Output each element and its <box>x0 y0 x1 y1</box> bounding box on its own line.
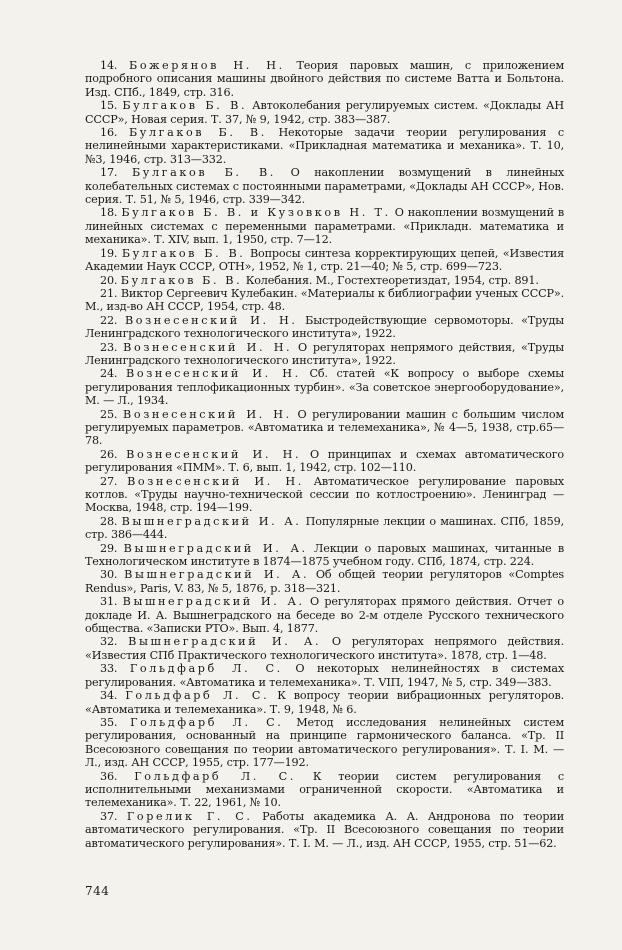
reference-text: Автоматическое регулирование паровых котлов. «Труды научно-технической сессии по котлостроению». Ленинград — Москва, 1948, стр. 194—199. <box>85 474 564 515</box>
reference-text: Сб. статей «К вопросу о выборе схемы регулирования теплофикационных турбин». «За советское энергооборудование», М. — Л., 1934. <box>85 367 565 408</box>
reference-number: 27. <box>100 474 118 488</box>
reference-number: 25. <box>100 407 118 421</box>
reference-20 <box>85 274 564 287</box>
reference-14 <box>85 59 564 99</box>
reference-author: Гольдфарб Л. С. <box>125 689 270 703</box>
reference-16 <box>85 126 564 166</box>
reference-text: О регуляторах прямого действия. Отчет о докладе И. А. Вышнеградского на беседе во 2-м отделе Русского технического общества. «Записки РТО». Вып. 4, 1877. <box>85 595 564 636</box>
reference-number: 35. <box>100 715 118 729</box>
reference-text: Работы академика А. А. Андронова по теории автоматического регулирования. «Тр. II Всесоюзного совещания по теории автоматического регулирования». Т. I. М. — Л., изд. АН СССР, 1955, стр. 51—62. <box>85 809 564 850</box>
reference-number: 17. <box>100 166 118 180</box>
reference-author: Горелик Г. С. <box>126 809 253 823</box>
reference-number: 21. <box>100 286 118 300</box>
reference-number: 29. <box>100 541 118 555</box>
reference-list <box>85 59 564 850</box>
reference-35 <box>85 716 564 770</box>
reference-27 <box>85 475 564 515</box>
reference-number: 20. <box>100 273 118 287</box>
reference-number: 15. <box>100 99 118 113</box>
reference-number: 32. <box>100 635 118 649</box>
reference-32 <box>85 635 564 662</box>
reference-text: О некоторых нелинейностях в системах регулирования. «Автоматика и телемеханика». Т. VIП, 1947, № 5, стр. 349—383. <box>85 662 564 689</box>
reference-number: 37. <box>100 809 118 823</box>
reference-text: Популярные лекции о машинах. СПб, 1859, стр. 386—444. <box>85 514 564 542</box>
reference-24 <box>85 367 564 407</box>
reference-number: 22. <box>100 313 118 327</box>
reference-number: 19. <box>100 246 118 260</box>
reference-author: Вознесенский И. Н. <box>127 474 304 488</box>
reference-text: Некоторые задачи теории регулирования с нелинейными характеристиками. «Прикладная математика и механика». Т. 10, №3, 1946, стр. 313—332. <box>85 126 564 166</box>
page-number: 744 <box>85 884 110 898</box>
reference-15 <box>85 99 564 126</box>
reference-number: 34. <box>100 689 118 703</box>
reference-author: Булгаков Б. В. <box>131 166 276 180</box>
reference-19 <box>85 247 564 274</box>
reference-author: Вознесенский И. Н. <box>126 447 302 461</box>
reference-author: Булгаков Б. В. <box>121 246 246 260</box>
reference-17 <box>85 166 564 206</box>
reference-author: Вышнеградский И. А. <box>128 635 322 649</box>
reference-29 <box>85 542 564 569</box>
reference-28 <box>85 515 564 542</box>
reference-number: 36. <box>100 769 118 783</box>
reference-18 <box>85 206 564 246</box>
reference-number: 33. <box>100 662 118 676</box>
reference-23 <box>85 341 564 368</box>
reference-author: Вознесенский И. Н. <box>124 313 298 327</box>
reference-text: Колебания. М., Гостехтеоретиздат, 1954, стр. 891. <box>245 273 539 287</box>
reference-author: Гольдфарб Л. С. <box>134 769 296 783</box>
reference-author: Булгаков Б. В. и Кузовков Н. Т. <box>121 206 391 220</box>
reference-text: Виктор Сергеевич Кулебакин. «Материалы к библиографии ученых СССР». М., изд-во АН СССР, 1954, стр. 48. <box>85 286 565 314</box>
reference-author: Божерянов Н. Н. <box>129 59 285 72</box>
reference-text: К теории систем регулирования с исполнительными механизмами ограниченной скорости. «Автоматика и телемеханика». Т. 22, 1961, № 10. <box>85 769 565 810</box>
reference-number: 24. <box>100 367 118 381</box>
reference-37 <box>85 810 564 850</box>
reference-text: К вопросу теории вибрационных регуляторов. «Автоматика и телемеханика». Т. 9, 1948, № 6. <box>85 689 565 716</box>
reference-number: 16. <box>100 126 118 140</box>
reference-text: О накоплении возмущений в линейных системах с переменными параметрами. «Прикладн. математика и механика». Т. XIV, вып. 1, 1950, стр. 7—12. <box>85 206 565 247</box>
reference-25 <box>85 408 564 448</box>
reference-31 <box>85 595 564 635</box>
reference-author: Булгаков Б. В. <box>128 126 267 140</box>
reference-number: 23. <box>100 340 118 354</box>
reference-text: Об общей теории регуляторов «Comptes Rendus», Paris, V. 83, № 5, 1876, p. 318—321. <box>85 568 565 595</box>
reference-text: О накоплении возмущений в линейных колебательных системах с постоянными параметрами, «Доклады АН СССР», Нов. серия. Т. 51, № 5, 1946, стр. 339—342. <box>85 166 564 207</box>
reference-text: Метод исследования нелинейных систем регулирования, основанный на принципе гармонического баланса. «Тр. II Всесоюзного совещания по теории автоматического регулирования». Т. I. М. — Л., изд. АН СССР, 1955, стр. 177—192. <box>85 715 565 770</box>
reference-text: Быстродействующие сервомоторы. «Труды Ленинградского технологического института», 1922. <box>85 313 565 341</box>
reference-number: 14. <box>100 59 118 72</box>
reference-author: Вышнеградский И. А. <box>123 541 308 555</box>
reference-30 <box>85 568 564 595</box>
reference-author: Гольдфарб Л. С. <box>129 662 283 676</box>
reference-author: Гольдфарб Л. С. <box>130 715 284 729</box>
reference-text: Лекции о паровых машинах, читанные в Технологическом институте в 1874—1875 учебном году. СПб, 1874, стр. 224. <box>85 541 564 569</box>
reference-text: О регулировании машин с большим числом регулируемых параметров. «Автоматика и телемеханика», № 4—5, 1938, стр.65—78. <box>85 407 564 448</box>
reference-text: Вопросы синтеза корректирующих цепей, «Известия Академии Наук СССР, ОТН», 1952, № 1, стр. 21—40; № 5, стр. 699—723. <box>85 246 565 274</box>
reference-text: Автоколебания регулируемых систем. «Доклады АН СССР», Новая серия. Т. 37, № 9, 1942, стр. 383—387. <box>85 99 564 126</box>
reference-author: Булгаков Б. В. <box>120 273 243 287</box>
reference-author: Вышнеградский И. А. <box>122 595 305 609</box>
reference-author: Вознесенский И. Н. <box>123 340 293 354</box>
reference-26 <box>85 448 564 475</box>
reference-number: 18. <box>100 206 118 220</box>
reference-text: О регуляторах непрямого действия, «Труды Ленинградского технологического института», 1922. <box>85 340 564 367</box>
reference-number: 26. <box>100 447 118 461</box>
reference-author: Булгаков Б. В. <box>122 99 248 113</box>
reference-34 <box>85 689 564 716</box>
reference-author: Вознесенский И. Н. <box>123 407 292 421</box>
reference-33 <box>85 662 564 689</box>
reference-number: 28. <box>100 514 118 528</box>
reference-author: Вышнеградский И. А. <box>124 568 310 582</box>
reference-text: О принципах и схемах автоматического регулирования «ПММ». Т. 6, вып. 1, 1942, стр. 102—110. <box>85 447 565 475</box>
reference-author: Вышнеградский И. А. <box>121 514 302 528</box>
reference-22 <box>85 314 564 341</box>
reference-text: Теория паровых машин, с приложением подробного описания машины двойного действия по системе Ватта и Больтона. Изд. СПб., 1849, стр. 316. <box>85 59 565 99</box>
reference-author: Вознесенский И. Н. <box>126 367 301 381</box>
reference-number: 30. <box>100 568 118 582</box>
reference-21 <box>85 287 564 314</box>
reference-text: О регуляторах непрямого действия. «Известия СПб Практического технологического института». 1878, стр. 1—48. <box>85 635 564 662</box>
reference-36 <box>85 770 564 810</box>
reference-number: 31. <box>100 595 118 609</box>
